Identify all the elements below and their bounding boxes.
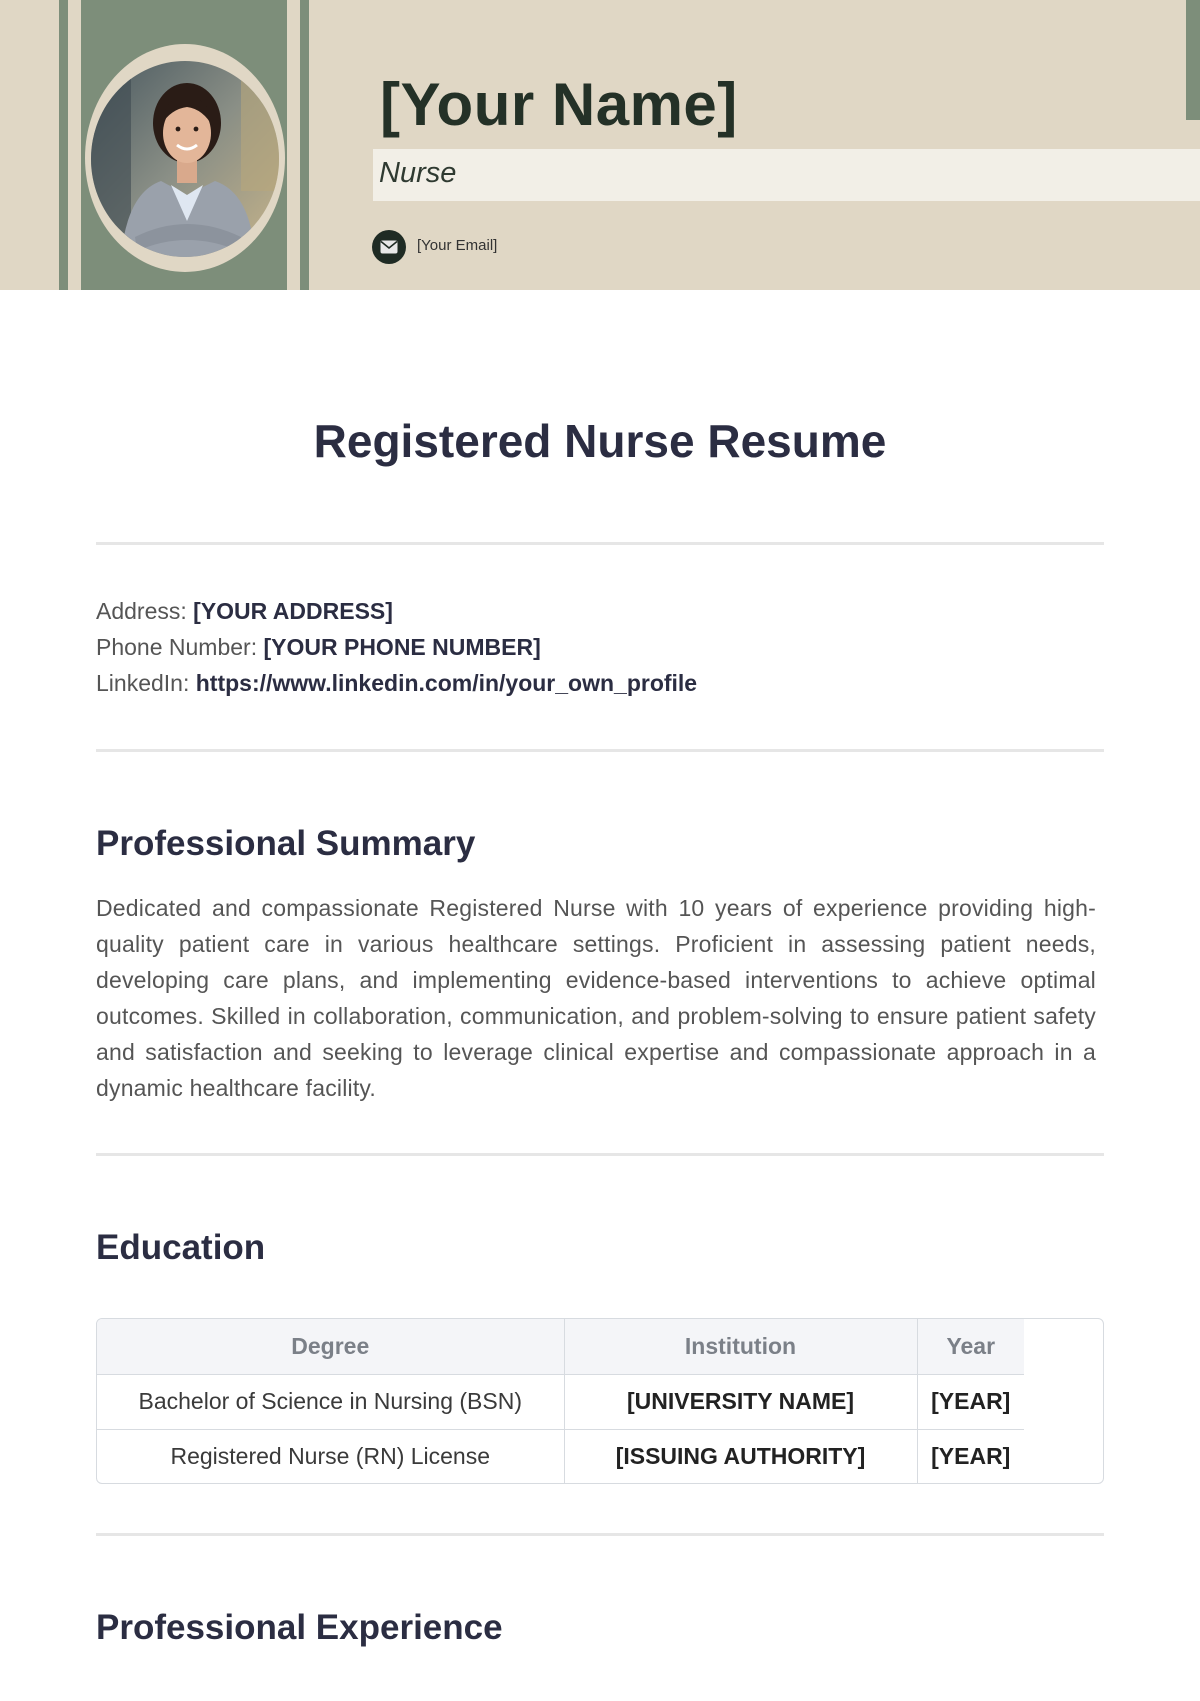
column-header-year: Year (917, 1319, 1024, 1374)
linkedin-link[interactable]: https://www.linkedin.com/in/your_own_profile (195, 670, 698, 696)
header-accent-strip (1186, 0, 1200, 120)
cell-institution: [ISSUING AUTHORITY] (564, 1429, 917, 1484)
candidate-role: Nurse (379, 157, 457, 189)
profile-photo (91, 61, 279, 257)
resume-header (0, 0, 1200, 290)
section-heading-experience: Professional Experience (96, 1608, 503, 1647)
cell-year: [YEAR] (931, 1443, 1011, 1470)
table-header-row (97, 1319, 1024, 1374)
role-highlight-bar (373, 149, 1200, 201)
address-value: [YOUR ADDRESS] (193, 598, 393, 624)
phone-label: Phone Number: (96, 634, 258, 660)
divider (96, 1533, 1104, 1536)
cell-year: [YEAR] (917, 1374, 1024, 1429)
summary-text: Dedicated and compassionate Registered Nurse with 10 years of experience providing high-quality patient care in various healthcare settings. Proficient in assessing patient needs, developing care plans, and implementing evidence-based interventions to achieve optimal outcomes. Skilled in collaboration, communication, and problem-solving to ensure patient safety and satisfaction and seeking to leverage clinical expertise and compassionate approach in a dynamic healthcare facility. (96, 895, 1096, 1101)
cell-degree: Bachelor of Science in Nursing (BSN) (97, 1374, 564, 1429)
candidate-name: [Your Name] (380, 71, 738, 138)
contact-address (96, 598, 393, 625)
email-value: [Your Email] (417, 237, 498, 254)
divider (96, 542, 1104, 545)
divider (96, 1153, 1104, 1156)
contact-linkedin (96, 670, 697, 697)
envelope-icon (380, 240, 398, 254)
divider (96, 749, 1104, 752)
header-stripe-right (300, 0, 309, 290)
cell-degree: Registered Nurse (RN) License (97, 1429, 564, 1484)
table-row (97, 1429, 1024, 1484)
column-header-institution: Institution (564, 1319, 917, 1374)
document-title: Registered Nurse Resume (313, 415, 887, 467)
education-table (96, 1318, 1104, 1484)
column-header-degree: Degree (97, 1319, 564, 1374)
header-stripe-left (59, 0, 68, 290)
profile-photo-illustration (91, 61, 279, 257)
address-label: Address: (96, 598, 187, 624)
section-heading-summary: Professional Summary (96, 824, 476, 863)
email-icon (372, 230, 406, 264)
linkedin-label: LinkedIn: (96, 670, 190, 696)
section-heading-education: Education (96, 1228, 266, 1267)
phone-value: [YOUR PHONE NUMBER] (263, 634, 541, 660)
table-row (97, 1374, 1024, 1429)
cell-institution: [UNIVERSITY NAME] (564, 1374, 917, 1429)
contact-phone (96, 634, 541, 661)
